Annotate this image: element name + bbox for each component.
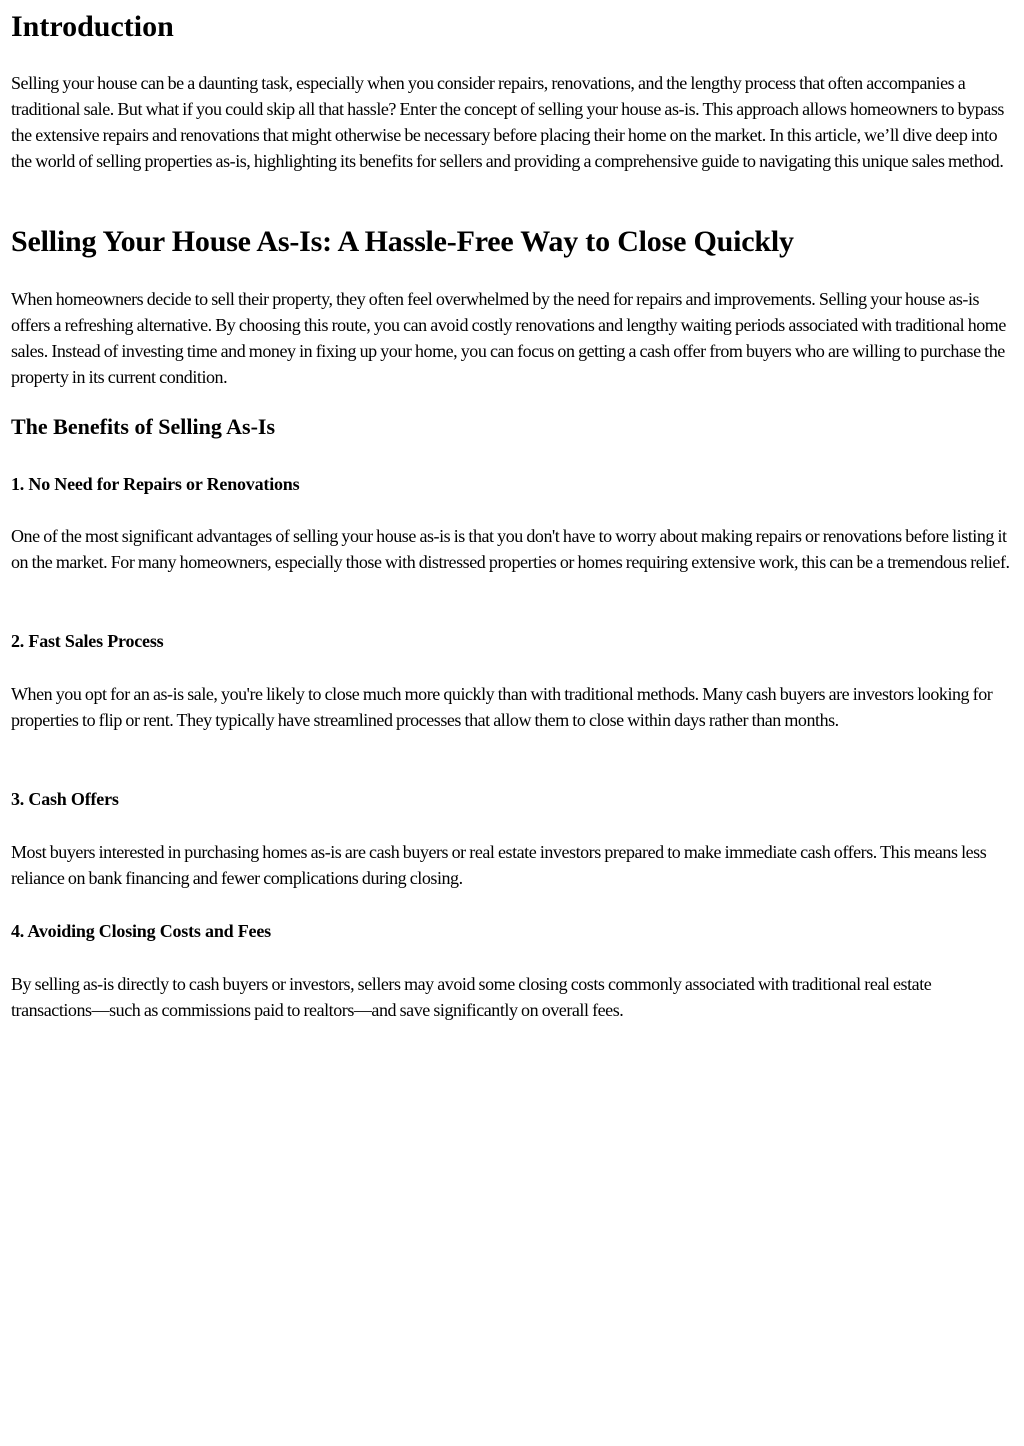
benefits-heading: The Benefits of Selling As-Is	[11, 414, 276, 439]
benefit-title-cash-offers: 3. Cash Offers	[11, 789, 119, 809]
benefit-text-cash-offers: Most buyers interested in purchasing homes as-is are cash buyers or real estate investors prepared to make immediate cash offers. This means less reliance on bank financing and fewer complications during closing.	[11, 842, 987, 888]
benefit-title-closing-costs: 4. Avoiding Closing Costs and Fees	[11, 921, 271, 941]
benefit-title-repairs: 1. No Need for Repairs or Renovations	[11, 474, 300, 494]
intro-paragraph: Selling your house can be a daunting task, especially when you consider repairs, renovations, and the lengthy process that often accompanies a traditional sale. But what if you could skip all that hassle? Enter the concept of selling your house as-is. This approach allows homeowners to bypass the extensive repairs and renovations that might otherwise be necessary before placing their home on the market. In this article, we’ll dive deep into the world of selling properties as-is, highlighting its benefits for sellers and providing a comprehensive guide to navigating this unique sales method.	[11, 73, 1004, 171]
intro-heading: Introduction	[11, 10, 174, 43]
benefit-text-closing-costs: By selling as-is directly to cash buyers or investors, sellers may avoid some closing costs commonly associated with traditional real estate transactions—such as commissions paid to realtors—and save significantly on overall fees.	[11, 974, 932, 1020]
main-heading: Selling Your House As-Is: A Hassle-Free Way to Close Quickly	[11, 225, 794, 258]
benefit-text-fast-sales: When you opt for an as-is sale, you're likely to close much more quickly than with traditional methods. Many cash buyers are investors looking for properties to flip or rent. They typically have streamlined processes that allow them to close within days rather than months.	[11, 684, 993, 730]
benefit-title-fast-sales: 2. Fast Sales Process	[11, 631, 164, 651]
benefit-text-repairs: One of the most significant advantages of selling your house as-is is that you don't have to worry about making repairs or renovations before listing it on the market. For many homeowners, especially those with distressed properties or homes requiring extensive work, this can be a tremendous relief.	[11, 526, 1010, 572]
main-paragraph: When homeowners decide to sell their property, they often feel overwhelmed by the need for repairs and improvements. Selling your house as-is offers a refreshing alternative. By choosing this route, you can avoid costly renovations and lengthy waiting periods associated with traditional home sales. Instead of investing time and money in fixing up your home, you can focus on getting a cash offer from buyers who are willing to purchase the property in its current condition.	[11, 289, 1006, 387]
